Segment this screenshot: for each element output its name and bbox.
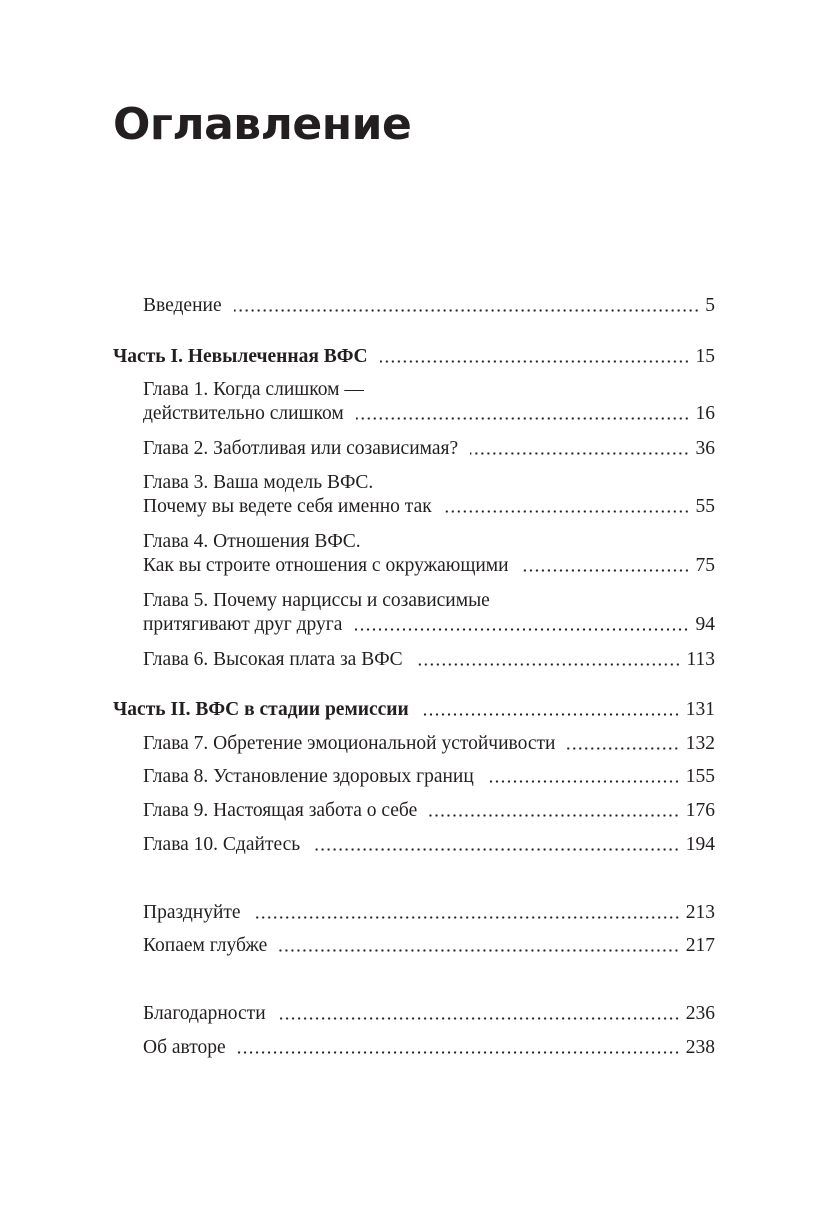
toc-entry-chapter-2[interactable] [143, 437, 715, 461]
dot-leader [312, 847, 680, 852]
page-number: 94 [695, 614, 715, 635]
toc-entry-title: Введение [143, 295, 222, 316]
page-number: 16 [695, 403, 715, 424]
toc-entry-chapter-9[interactable] [143, 799, 715, 823]
dot-leader [238, 1050, 680, 1055]
toc-entry-title-line-2: Как вы строите отношения с окружающими [143, 555, 509, 576]
toc-entry-title-line-1: Глава 3. Ваша модель ВФС. [143, 472, 374, 493]
page-number: 155 [685, 766, 715, 787]
toc-entry-chapter-3[interactable] [143, 471, 715, 519]
toc-entry-title: Часть II. ВФС в стадии ремиссии [113, 699, 409, 720]
dot-leader [253, 915, 680, 920]
dot-leader [279, 948, 679, 953]
toc-entry-chapter-7[interactable] [143, 732, 715, 756]
toc-entry-title: Копаем глубже [143, 935, 268, 956]
toc-entry-part-2[interactable] [113, 698, 715, 722]
toc-entry-part-1[interactable] [113, 345, 715, 369]
toc-entry-title-line-2: Почему вы ведете себя именно так [143, 496, 432, 517]
dot-leader [429, 813, 680, 818]
toc-entry-title: Об авторе [143, 1037, 226, 1058]
dot-leader [470, 451, 689, 456]
page-number: 132 [685, 733, 715, 754]
page-number: 15 [695, 346, 715, 367]
page-number: 236 [685, 1003, 715, 1024]
toc-entry-acknowledgements[interactable] [143, 1002, 715, 1026]
toc-entry-title: Глава 9. Настоящая забота о себе [143, 800, 418, 821]
toc-entry-chapter-6[interactable] [143, 648, 715, 672]
page-number: 238 [685, 1037, 715, 1058]
toc-entry-chapter-1[interactable] [143, 378, 715, 426]
dot-leader [278, 1016, 680, 1021]
toc-entry-title: Глава 10. Сдайтесь [143, 834, 301, 855]
dot-leader [354, 627, 689, 632]
toc-entry-chapter-10[interactable] [143, 833, 715, 857]
page-number: 217 [685, 935, 715, 956]
page-number: 176 [685, 800, 715, 821]
toc-entry-chapter-8[interactable] [143, 765, 715, 789]
page-number: 75 [695, 555, 715, 576]
toc-entry-title: Глава 6. Высокая плата за ВФС [143, 649, 403, 670]
toc-entry-title: Празднуйте [143, 902, 241, 923]
dot-leader [521, 568, 690, 573]
page-number: 55 [695, 496, 715, 517]
page-number: 5 [705, 295, 715, 316]
dot-leader [380, 359, 690, 364]
page-number: 131 [685, 699, 715, 720]
page-number: 194 [685, 834, 715, 855]
dot-leader [415, 662, 681, 667]
dot-leader [567, 746, 679, 751]
page-number: 113 [686, 649, 715, 670]
toc-entry-chapter-4[interactable] [143, 530, 715, 578]
page-title: Оглавление [113, 99, 412, 150]
toc-entry-title-line-2: действительно слишком [143, 403, 344, 424]
toc-entry-title-line-1: Глава 5. Почему нарциссы и созависимые [143, 590, 490, 611]
toc-entry-introduction[interactable] [143, 294, 715, 318]
toc-entry-title: Глава 7. Обретение эмоциональной устойчивости [143, 733, 556, 754]
toc-entry-title: Глава 8. Установление здоровых границ [143, 766, 474, 787]
toc-entry-title: Глава 2. Заботливая или созависимая? [143, 438, 459, 459]
toc-entry-dig-deeper[interactable] [143, 934, 715, 958]
page-number: 36 [695, 438, 715, 459]
toc-entry-about-author[interactable] [143, 1036, 715, 1060]
toc-entry-title-line-1: Глава 4. Отношения ВФС. [143, 531, 361, 552]
toc-entry-title-line-1: Глава 1. Когда слишком — [143, 379, 364, 400]
toc-entry-chapter-5[interactable] [143, 589, 715, 637]
dot-leader [356, 416, 690, 421]
toc-entry-title: Благодарности [143, 1003, 266, 1024]
dot-leader [234, 308, 700, 313]
dot-leader [444, 509, 690, 514]
toc-entry-title: Часть I. Невылеченная ВФС [113, 346, 368, 367]
dot-leader [486, 779, 680, 784]
toc-entry-title-line-2: притягивают друг друга [143, 614, 343, 635]
page-number: 213 [685, 902, 715, 923]
dot-leader [421, 712, 680, 717]
toc-entry-celebrate[interactable] [143, 901, 715, 925]
